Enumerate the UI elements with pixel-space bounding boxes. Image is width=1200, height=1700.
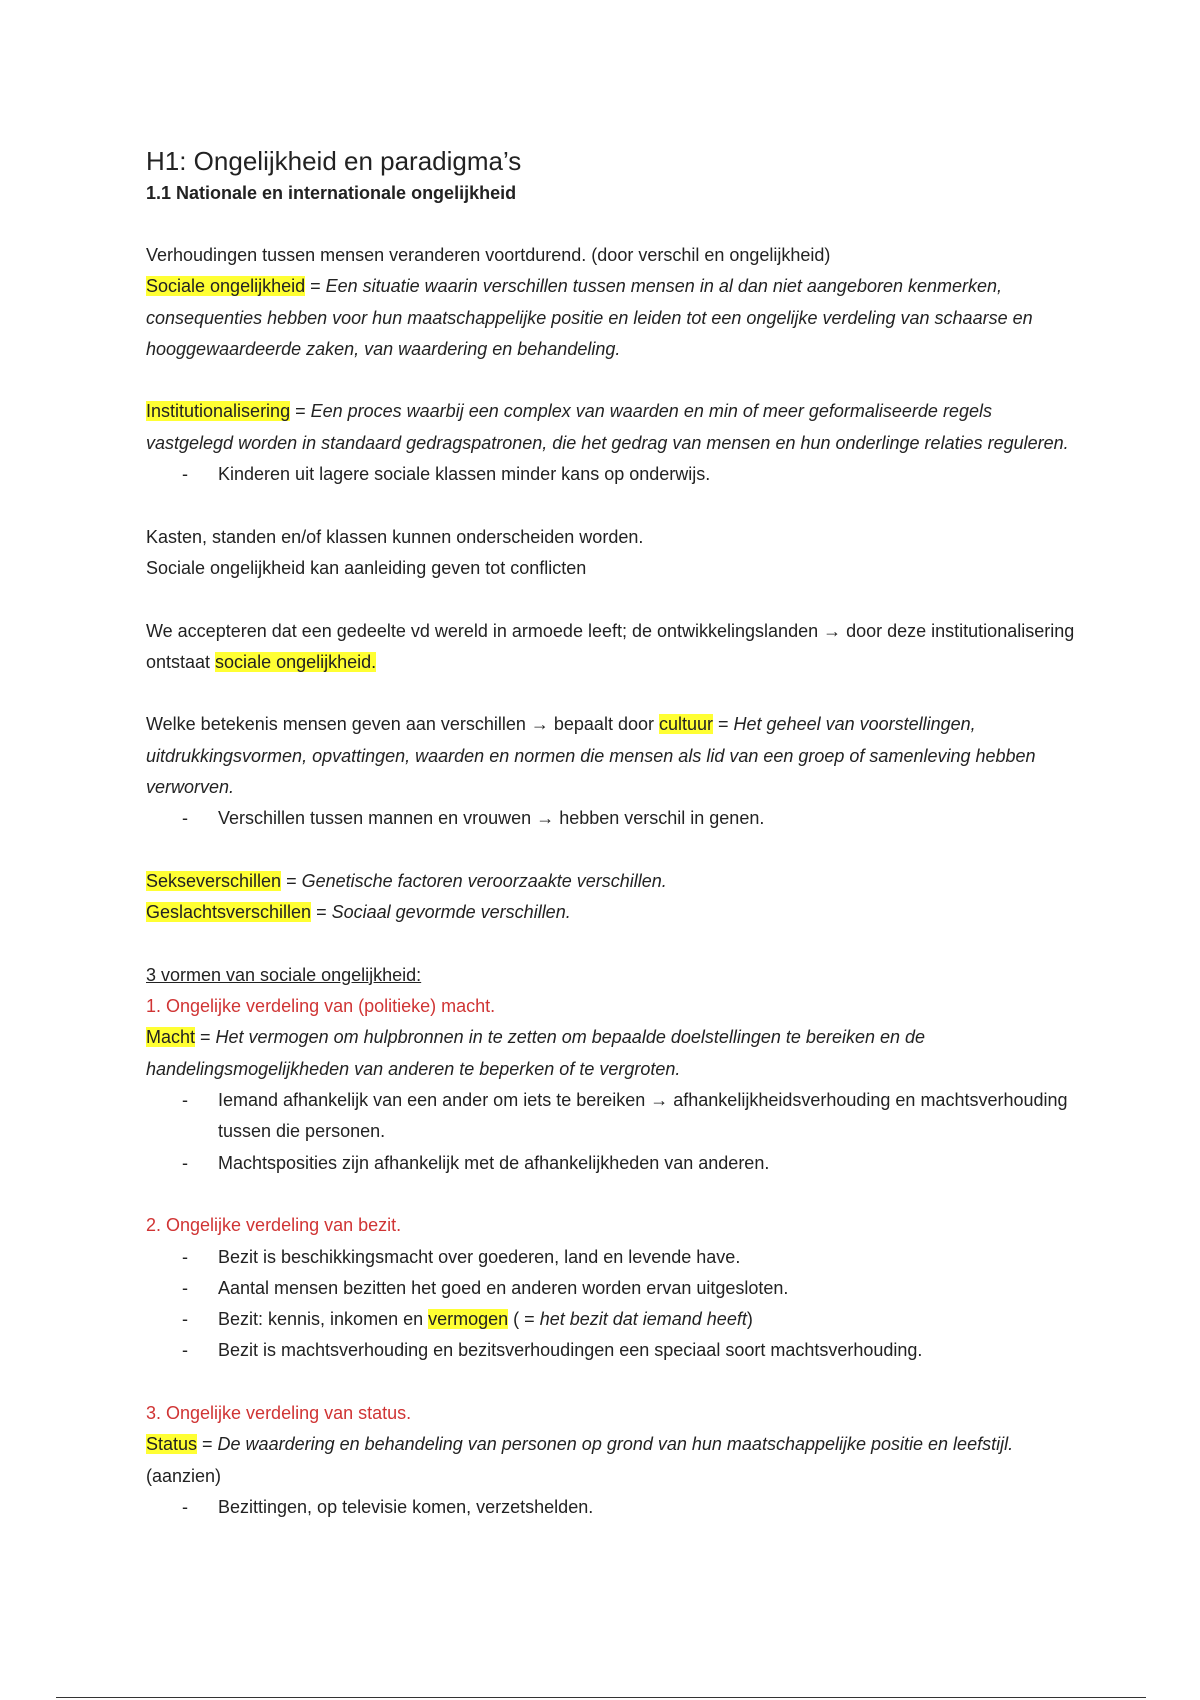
list-item: - Bezit is beschikkingsmacht over goederen, land en levende have. (218, 1242, 1076, 1273)
definition-text: Sociaal gevormde verschillen. (331, 902, 571, 923)
term-highlight: cultuur (658, 714, 714, 735)
definition-geslachtsverschillen: Geslachtsverschillen = Sociaal gevormde verschillen. (146, 902, 571, 923)
term-highlight: Status (146, 1434, 198, 1455)
definition-text: Een proces waarbij een complex van waarden en min of meer geformaliseerde regels vastgelegd worden in standaard gedragspatronen, die het gedrag van mensen en hun onderlinge relaties reguleren. (146, 401, 1069, 453)
paragraph-cultuur: Welke betekenis mensen geven aan verschillen → bepaalt door cultuur = Het geheel van voorstellingen, uitdrukkingsvormen, opvattingen, waarden en normen die mensen als lid van een groep of samenleving hebben verworven. (146, 714, 1036, 798)
list-item: - Machtsposities zijn afhankelijk met de afhankelijkheden van anderen. (218, 1148, 1076, 1179)
term-highlight: Institutionalisering (146, 401, 291, 422)
definition-text: Genetische factoren veroorzaakte verschillen. (301, 870, 667, 891)
term-highlight: vermogen (428, 1309, 509, 1330)
term-highlight: sociale ongelijkheid. (215, 651, 377, 672)
paragraph-armoede: We accepteren dat een gedeelte vd wereld in armoede leeft; de ontwikkelingslanden → door deze institutionalisering ontstaat sociale ongelijkheid. (146, 620, 1075, 672)
page-title: H1: Ongelijkheid en paradigma’s (146, 146, 522, 176)
list-item: - Iemand afhankelijk van een ander om iets te bereiken → afhankelijkheidsverhouding en machtsverhouding tussen die personen. (218, 1085, 1076, 1148)
definition-institutionalisering: Institutionalisering = Een proces waarbij een complex van waarden en min of meer geformaliseerde regels vastgelegd worden in standaard gedragspatronen, die het gedrag van mensen en hun onderlinge relaties reguleren. (146, 401, 1069, 453)
vorm2-heading: 2. Ongelijke verdeling van bezit. (146, 1215, 402, 1236)
definition-sekseverschillen: Sekseverschillen = Genetische factoren veroorzaakte verschillen. (146, 870, 667, 891)
bullet-list (146, 1085, 1076, 1179)
bullet-list (146, 1242, 1076, 1367)
list-item: - Bezittingen, op televisie komen, verzetshelden. (218, 1492, 1076, 1523)
definition-macht: Macht = Het vermogen om hulpbronnen in te zetten om bepaalde doelstellingen te bereiken en de handelingsmogelijkheden van anderen te beperken of te vergroten. (146, 1027, 926, 1079)
definition-sociale-ongelijkheid: Sociale ongelijkheid = Een situatie waarin verschillen tussen mensen in al dan niet aangeboren kenmerken, consequenties hebben voor hun maatschappelijke positie en leiden tot een ongelijke verdeling van schaarse en hooggewaardeerde zaken, van waardering en behandeling. (146, 276, 1033, 359)
bullet-list (146, 459, 1076, 490)
vorm3-heading: 3. Ongelijke verdeling van status. (146, 1402, 412, 1423)
term-highlight: Macht (146, 1027, 196, 1048)
definition-text: Het geheel van voorstellingen, uitdrukkingsvormen, opvattingen, waarden en normen die mensen als lid van een groep of samenleving hebben verworven. (146, 714, 1036, 798)
document-page (146, 146, 1076, 1523)
paragraph-conflicten: Sociale ongelijkheid kan aanleiding geven tot conflicten (146, 557, 587, 578)
list-item: - Verschillen tussen mannen en vrouwen → hebben verschil in genen. (218, 803, 1076, 834)
definition-text: Een situatie waarin verschillen tussen mensen in al dan niet aangeboren kenmerken, consequenties hebben voor hun maatschappelijke positie en leiden tot een ongelijke verdeling van schaarse en hooggewaardeerde zaken, van waardering en behandeling. (146, 276, 1033, 359)
definition-text: De waardering en behandeling van personen op grond van hun maatschappelijke positie en leefstijl. (217, 1434, 1014, 1455)
bullet-list (146, 1492, 1076, 1523)
vormen-heading: 3 vormen van sociale ongelijkheid: (146, 964, 422, 985)
list-item: - Aantal mensen bezitten het goed en anderen worden ervan uitgesloten. (218, 1273, 1076, 1304)
vorm1-heading: 1. Ongelijke verdeling van (politieke) macht. (146, 996, 496, 1017)
definition-status: Status = De waardering en behandeling van personen op grond van hun maatschappelijke positie en leefstijl. (aanzien) (146, 1434, 1014, 1486)
term-highlight: Sociale ongelijkheid (146, 276, 306, 297)
definition-text: Het vermogen om hulpbronnen in te zetten om bepaalde doelstellingen te bereiken en de handelingsmogelijkheden van anderen te beperken of te vergroten. (146, 1027, 926, 1079)
list-item: - Bezit is machtsverhouding en bezitsverhoudingen een speciaal soort machtsverhouding. (218, 1335, 1076, 1366)
paragraph-kasten: Kasten, standen en/of klassen kunnen onderscheiden worden. (146, 526, 644, 547)
list-item: - Kinderen uit lagere sociale klassen minder kans op onderwijs. (218, 459, 1076, 490)
list-item: - Bezit: kennis, inkomen en vermogen ( = het bezit dat iemand heeft) (218, 1304, 1076, 1335)
page-divider (56, 1697, 1146, 1698)
term-highlight: Sekseverschillen (146, 870, 282, 891)
term-highlight: Geslachtsverschillen (146, 902, 312, 923)
bullet-list (146, 803, 1076, 834)
section-title: 1.1 Nationale en internationale ongelijkheid (146, 183, 517, 203)
intro-paragraph: Verhoudingen tussen mensen veranderen voortdurend. (door verschil en ongelijkheid) (146, 245, 831, 265)
